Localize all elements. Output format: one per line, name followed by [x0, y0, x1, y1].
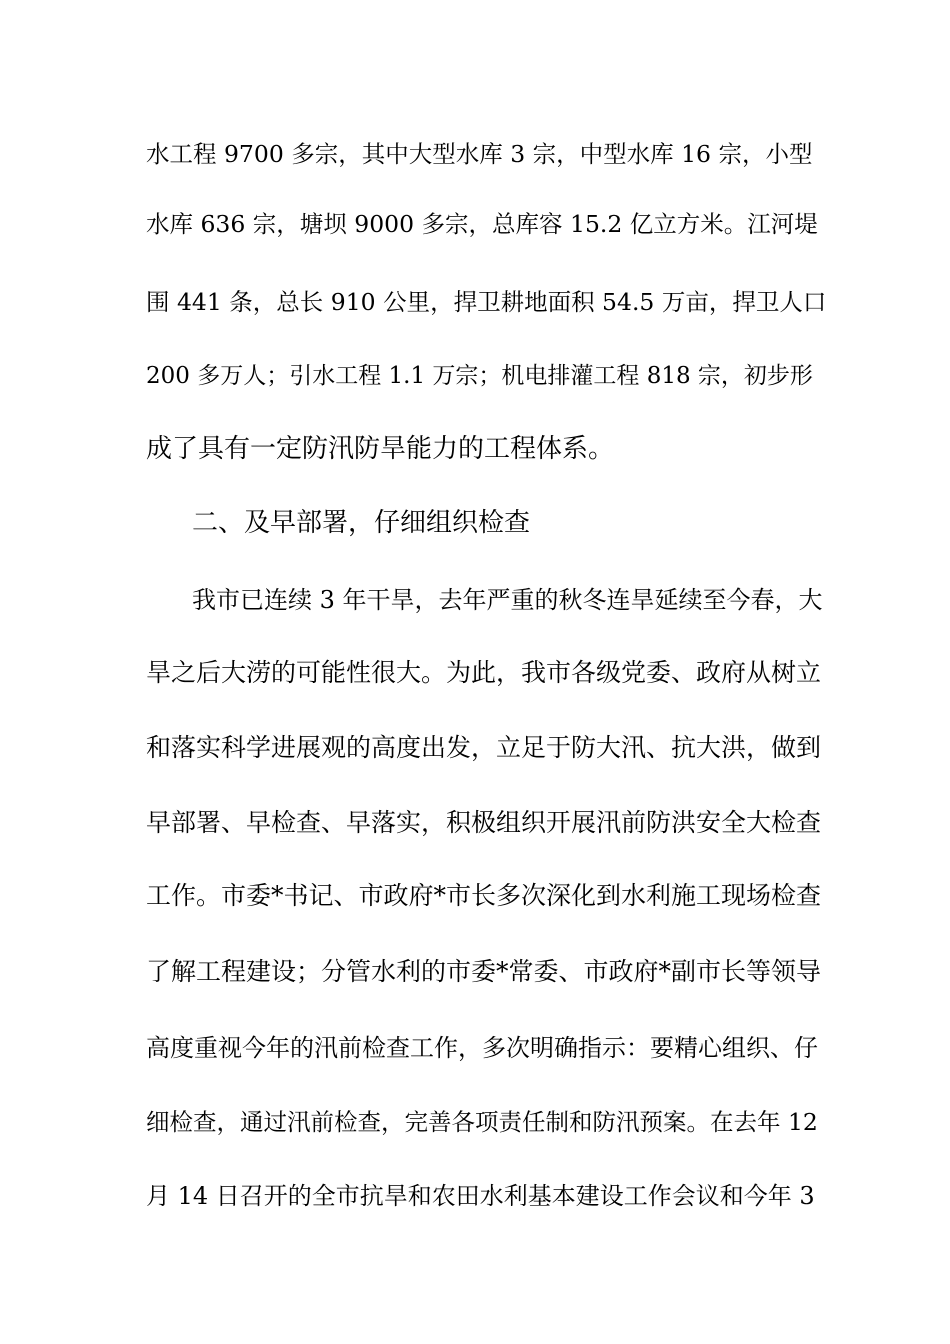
paragraph-line: 水工程 9700 多宗，其中大型水库 3 宗，中型水库 16 宗，小型: [146, 140, 813, 168]
paragraph-line: 我市已连续 3 年干旱，去年严重的秋冬连旱延续至今春，大: [192, 586, 823, 614]
paragraph-line: 水库 636 宗，塘坝 9000 多宗，总库容 15.2 亿立方米。江河堤: [146, 210, 818, 238]
paragraph-line: 工作。市委*书记、市政府*市长多次深化到水利施工现场检查: [146, 881, 822, 910]
paragraph-line: 高度重视今年的汛前检查工作，多次明确指示：要精心组织、仔: [146, 1034, 818, 1062]
paragraph-line: 成了具有一定防汛防旱能力的工程体系。: [146, 434, 615, 464]
paragraph-line: 早部署、早检查、早落实，积极组织开展汛前防洪安全大检查: [146, 808, 822, 837]
paragraph-line: 围 441 条，总长 910 公里，捍卫耕地面积 54.5 万亩，捍卫人口: [146, 288, 827, 316]
paragraph-line: 细检查，通过汛前检查，完善各项责任制和防汛预案。在去年 12: [146, 1108, 818, 1136]
paragraph-line: 了解工程建设；分管水利的市委*常委、市政府*副市长等领导: [146, 957, 822, 986]
paragraph-line: 月 14 日召开的全市抗旱和农田水利基本建设工作会议和今年 3: [146, 1182, 815, 1210]
paragraph-line: 200 多万人；引水工程 1.1 万宗；机电排灌工程 818 宗，初步形: [146, 363, 813, 389]
paragraph-line: 旱之后大涝的可能性很大。为此，我市各级党委、政府从树立: [146, 658, 822, 687]
paragraph-line: 和落实科学进展观的高度出发，立足于防大汛、抗大洪，做到: [146, 733, 822, 762]
section-heading: 二、及早部署，仔细组织检查: [192, 508, 531, 538]
